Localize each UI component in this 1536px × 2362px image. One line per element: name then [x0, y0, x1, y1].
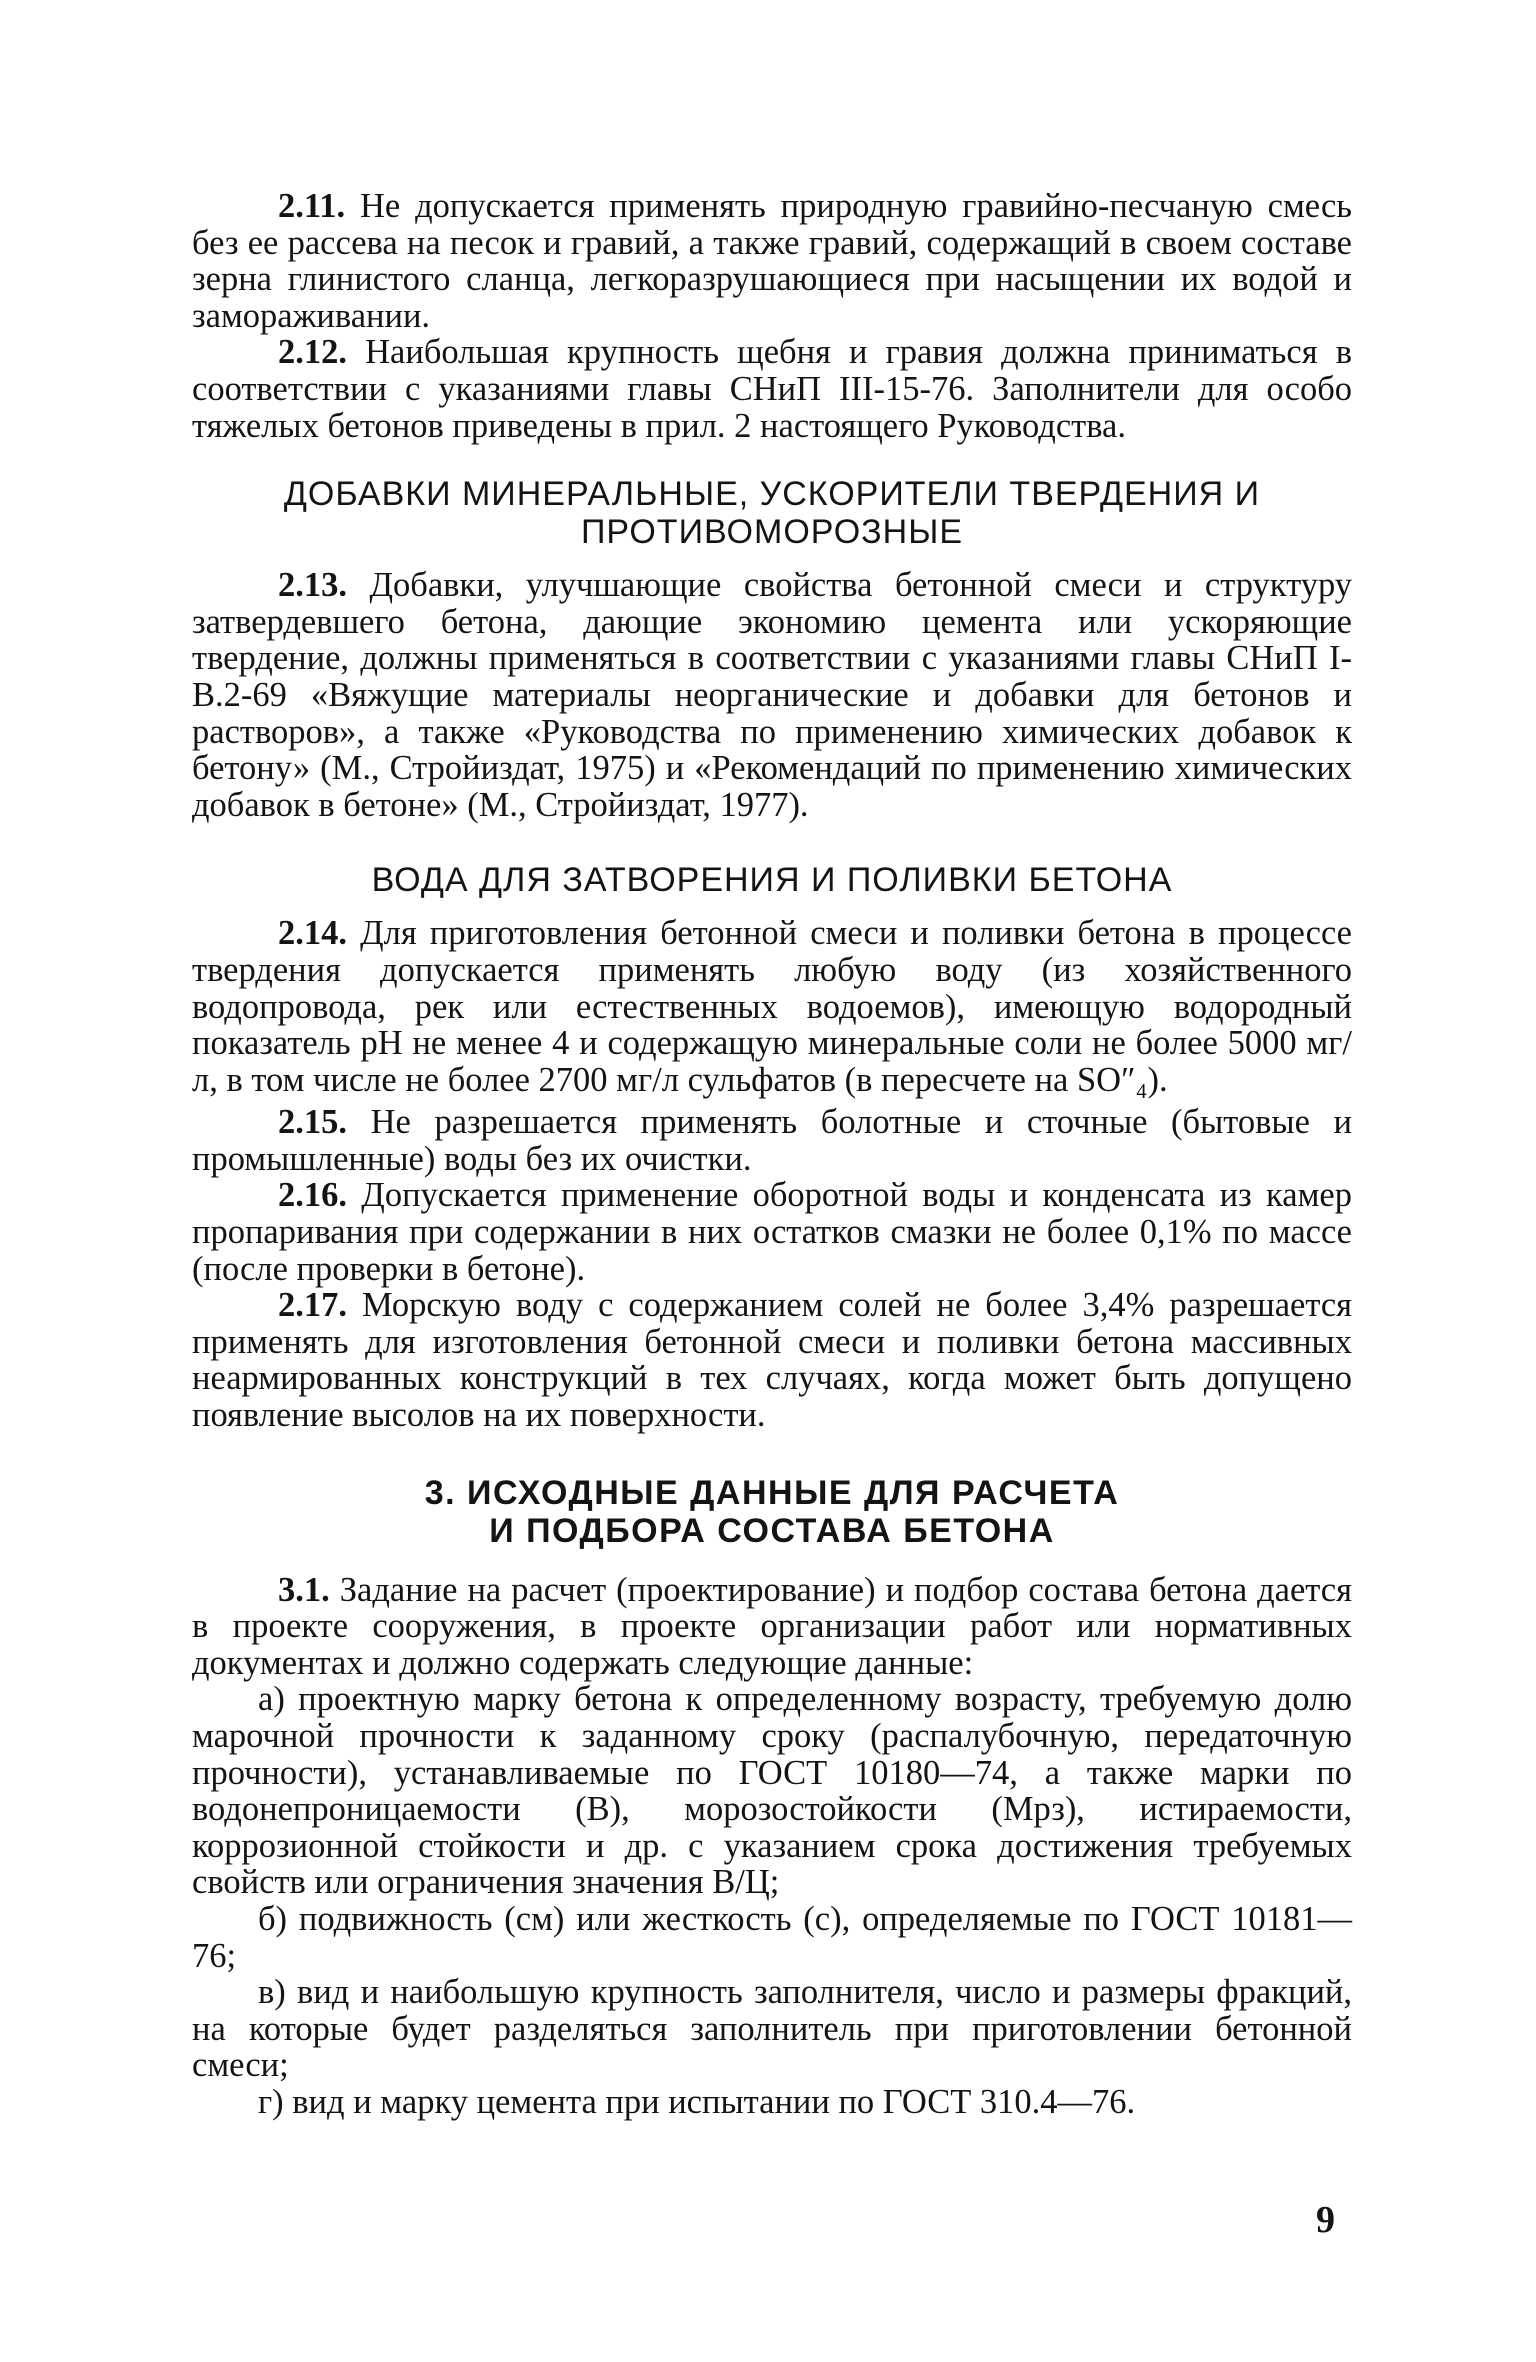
- paragraph-2-11: [192, 188, 1352, 334]
- paragraph-number: 2.15.: [278, 1103, 347, 1142]
- document-page: [192, 188, 1352, 2121]
- paragraph-number: 2.16.: [278, 1176, 347, 1215]
- paragraph-number: 2.13.: [278, 566, 347, 605]
- section-3-heading: [192, 1474, 1352, 1550]
- paragraph-2-14: [192, 915, 1352, 1098]
- paragraph-text: Добавки, улучшающие свойства бетонной смеси и структуру затвердевшего бетона, дающие экономию цемента или ускоряющие твердение, должны применяться в соответствии с указаниями главы СНиП I-В.2-69 «Вяжущие материалы неорганические и добавки для бетонов и растворов», а также «Руководства по применению химических добавок к бетону» (М., Стройиздат, 1975) и «Рекомендаций по применению химических добавок в бетоне» (М., Стройиздат, 1977).: [192, 566, 1352, 824]
- paragraph-number: 3.1.: [278, 1570, 330, 1609]
- list-item-b: б) подвижность (см) или жесткость (с), определяемые по ГОСТ 10181—76;: [192, 1899, 1352, 1975]
- list-item-g: г) вид и марку цемента при испытании по ГОСТ 310.4—76.: [258, 2082, 1136, 2121]
- section-3-heading-line-2: И ПОДБОРА СОСТАВА БЕТОНА: [489, 1511, 1055, 1550]
- paragraph-number: 2.17.: [278, 1286, 347, 1325]
- heading-water: ВОДА ДЛЯ ЗАТВОРЕНИЯ И ПОЛИВКИ БЕТОНА: [371, 861, 1173, 900]
- paragraph-text: Наибольшая крупность щебня и гравия должна приниматься в соответствии с указаниями главы СНиП III-15-76. Заполнители для особо тяжелых бетонов приведены в прил. 2 настоящего Руководства.: [192, 333, 1352, 445]
- paragraph-text: Допускается применение оборотной воды и конденсата из камер пропаривания при содержании в них остатков смазки не более 0,1% по массе (после проверки в бетоне).: [192, 1176, 1352, 1288]
- paragraph-2-16: [192, 1177, 1352, 1287]
- paragraph-3-1: [192, 1572, 1352, 1682]
- list-item-a: а) проектную марку бетона к определенному возрасту, требуемую долю марочной прочности к заданному сроку (распалубочную, передаточную прочности), устанавливаемые по ГОСТ 10180—74, а также марки по водонепроницаемости (В), морозостойкости (Мрз), истираемости, коррозионной стойкости и др. с указанием срока достижения требуемых свойств или ограничения значения В/Ц;: [192, 1680, 1352, 1902]
- heading-additives: ДОБАВКИ МИНЕРАЛЬНЫЕ, УСКОРИТЕЛИ ТВЕРДЕНИЯ И ПРОТИВОМОРОЗНЫЕ: [283, 475, 1261, 552]
- paragraph-number: 2.11.: [278, 187, 346, 225]
- page-number: 9: [1316, 2199, 1335, 2241]
- paragraph-2-12: [192, 334, 1352, 444]
- paragraph-2-17: [192, 1287, 1352, 1433]
- list-item-v: в) вид и наибольшую крупность заполнителя, число и размеры фракций, на которые будет разделяться заполнитель при приготовлении бетонной смеси;: [192, 1973, 1352, 2085]
- paragraph-text: Морскую воду с содержанием солей не более 3,4% разрешается применять для изготовления бетонной смеси и поливки бетона массивных неармированных конструкций в тех случаях, когда может быть допущено появление высолов на их поверхности.: [192, 1286, 1352, 1435]
- paragraph-text: Для приготовления бетонной смеси и поливки бетона в процессе твердения допускается применять любую воду (из хозяйственного водопровода, рек или естественных водоемов), имеющую водородный показатель pH не менее 4 и содержащую минеральные соли не более 5000 мг/л, в том числе не более 2700 мг/л сульфатов (в пересчете на SO″₄).: [192, 914, 1352, 1099]
- paragraph-2-13: [192, 567, 1352, 823]
- paragraph-number: 2.14.: [278, 914, 347, 953]
- paragraph-number: 2.12.: [278, 333, 347, 372]
- section-3-heading-line-1: 3. ИСХОДНЫЕ ДАННЫЕ ДЛЯ РАСЧЕТА: [424, 1473, 1120, 1512]
- paragraph-2-15: [192, 1104, 1352, 1177]
- paragraph-text: Не допускается применять природную гравийно-песчаную смесь без ее рассева на песок и гравий, а также гравий, содержащий в своем составе зерна глинистого сланца, легкоразрушающиеся при насыщении их водой и замораживании.: [192, 187, 1352, 335]
- paragraph-text: Не разрешается применять болотные и сточные (бытовые и промышленные) воды без их очистки.: [192, 1103, 1352, 1178]
- paragraph-text: Задание на расчет (проектирование) и подбор состава бетона дается в проекте сооружения, в проекте организации работ или нормативных документах и должно содержать следующие данные:: [192, 1570, 1352, 1682]
